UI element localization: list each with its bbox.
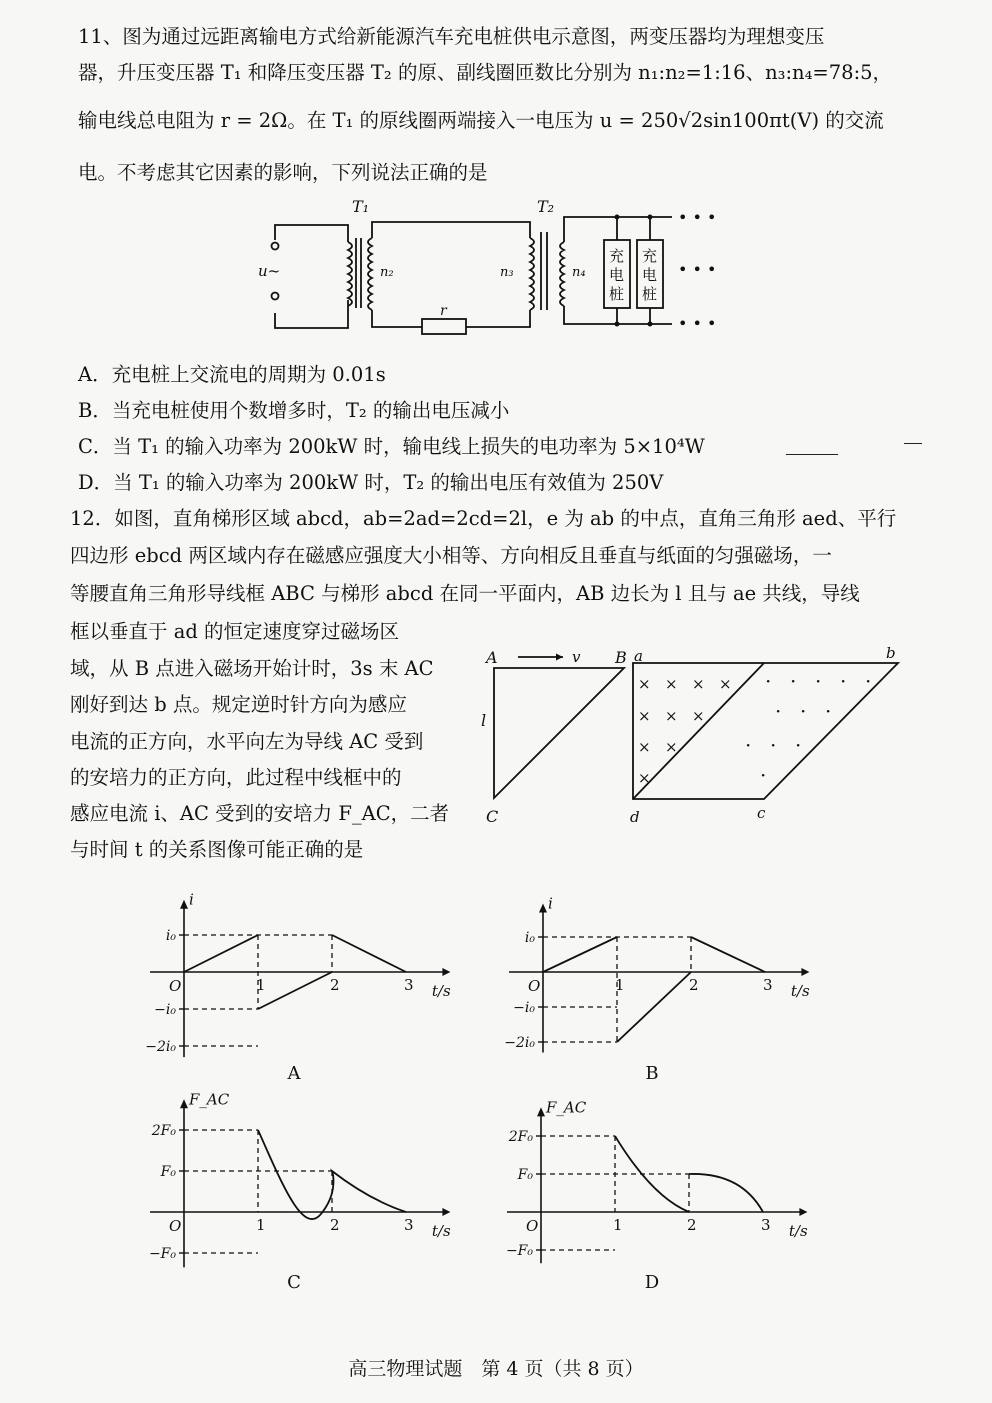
pile-1-char-1: 充 [609, 247, 625, 265]
label-n3: n₃ [500, 265, 514, 280]
y-axis-arrow [180, 1099, 188, 1108]
q11-line-1: 11、图为通过远距离输电方式给新能源汽车充电桩供电示意图，两变压器均为理想变压 [78, 25, 825, 48]
y-tick-label: −F₀ [505, 1243, 533, 1259]
dots-mid: • • • [678, 260, 717, 279]
y-tick-label: i₀ [524, 930, 535, 946]
y-tick-label: i₀ [165, 928, 176, 944]
q12-line-4: 框以垂直于 ad 的恒定速度穿过磁场区 [70, 620, 400, 643]
label-t2: T₂ [537, 197, 555, 216]
q12-line-10: 与时间 t 的关系图像可能正确的是 [70, 838, 364, 861]
y-tick-label: −2i₀ [504, 1035, 535, 1051]
q11-line-2: 器，升压变压器 T₁ 和降压变压器 T₂ 的原、副线圈匝数比分别为 n₁:n₂=1:16、n₃:n₄=78:5， [78, 61, 893, 84]
q12-line-7: 电流的正方向，水平向左为导线 AC 受到 [70, 730, 424, 753]
t-tick-label: 3 [761, 1216, 771, 1234]
label-c: c [757, 804, 766, 822]
field-dot: · [760, 763, 767, 787]
t-axis-arrow [799, 1208, 807, 1216]
t-axis-label: t/s [788, 1222, 808, 1240]
label-l: l [481, 711, 487, 730]
origin-label: O [528, 977, 541, 995]
field-cross: × [692, 675, 705, 693]
y-axis-label: F_AC [546, 1098, 587, 1117]
label-r: r [440, 303, 447, 319]
t-tick-label: 3 [404, 976, 414, 994]
q12-line-8: 的安培力的正方向，此过程中线框中的 [70, 766, 402, 789]
t-tick-label: 3 [404, 1216, 414, 1234]
t-tick-label: 2 [330, 976, 340, 994]
graph-curve [691, 937, 765, 972]
field-cross: × [638, 675, 651, 693]
q12-line-9: 感应电流 i、AC 受到的安培力 F_AC，二者 [70, 802, 450, 825]
field-dot: · [865, 669, 872, 693]
pile-2-char-3: 桩 [642, 285, 658, 303]
graph-caption: C [287, 1272, 301, 1293]
t-axis-arrow [442, 968, 450, 976]
y-tick-label: −F₀ [148, 1246, 176, 1262]
y-tick-label: 2F₀ [508, 1129, 533, 1145]
field-cross: × [638, 769, 651, 787]
t-tick-label: 2 [689, 976, 699, 994]
t-axis-arrow [801, 968, 809, 976]
field-dot: · [795, 733, 802, 757]
q11-line-4: 电。不考虑其它因素的影响，下列说法正确的是 [78, 161, 488, 184]
graph-A [145, 891, 451, 1084]
graph-D [506, 1098, 808, 1293]
field-dot: · [800, 699, 807, 723]
y-tick-label: −i₀ [513, 1000, 535, 1016]
y-axis-arrow [537, 1107, 545, 1116]
dots-top: • • • [678, 208, 717, 227]
graph-curve [258, 972, 332, 1009]
label-source: u~ [258, 262, 281, 280]
y-tick-label: F₀ [160, 1164, 176, 1180]
q12-line-5: 域，从 B 点进入磁场开始计时，3s 末 AC [70, 657, 434, 680]
graph-curve [184, 935, 258, 972]
origin-label: O [169, 1217, 182, 1235]
field-cross: × [719, 675, 732, 693]
q12-line-6: 刚好到达 b 点。规定逆时针方向为感应 [70, 693, 407, 716]
pile-2-char-2: 电 [642, 266, 658, 284]
field-cross: × [638, 707, 651, 725]
t-tick-label: 2 [687, 1216, 697, 1234]
q11-option-d: D．当 T₁ 的输入功率为 200kW 时，T₂ 的输出电压有效值为 250V [78, 471, 664, 494]
dots-bottom: • • • [678, 314, 717, 333]
label-v: v [572, 648, 581, 666]
y-axis-label: F_AC [189, 1090, 230, 1109]
label-A: A [486, 648, 498, 667]
y-tick-label: −i₀ [154, 1002, 176, 1018]
origin-label: O [169, 977, 182, 995]
field-cross: × [638, 738, 651, 756]
t-tick-label: 1 [256, 1216, 266, 1234]
label-b: b [886, 644, 896, 662]
t-tick-label: 1 [615, 976, 625, 994]
field-cross: × [692, 707, 705, 725]
label-n4: n₄ [572, 265, 586, 280]
field-dot: · [790, 669, 797, 693]
field-cross: × [665, 738, 678, 756]
label-a: a [634, 647, 643, 665]
graph-curve [332, 935, 406, 972]
q12-line-1: 12．如图，直角梯形区域 abcd，ab=2ad=2cd=2l，e 为 ab 的中点，直角三角形 aed、平行 [70, 507, 897, 530]
graph-caption: A [287, 1063, 301, 1084]
y-axis-arrow [539, 904, 547, 913]
pile-1-char-3: 桩 [609, 285, 625, 303]
page-footer: 高三物理试题 第 4 页（共 8 页） [348, 1358, 644, 1380]
y-axis-label: i [189, 890, 194, 909]
field-dot: · [775, 699, 782, 723]
q12-line-3: 等腰直角三角形导线框 ABC 与梯形 abcd 在同一平面内，AB 边长为 l 且与 ae 共线，导线 [70, 582, 860, 605]
field-dot: · [825, 699, 832, 723]
label-n2: n₂ [380, 265, 394, 280]
t-axis-label: t/s [790, 982, 810, 1000]
field-dot: · [770, 733, 777, 757]
q11-option-c: C．当 T₁ 的输入功率为 200kW 时，输电线上损失的电功率为 5×10⁴W [78, 435, 705, 458]
origin-label: O [526, 1217, 539, 1235]
graph-curve [543, 937, 617, 972]
field-dot: · [815, 669, 822, 693]
y-tick-label: F₀ [517, 1167, 533, 1183]
field-cross: × [665, 707, 678, 725]
graph-caption: B [645, 1063, 659, 1084]
y-axis-arrow [180, 900, 188, 909]
field-dot: · [765, 669, 772, 693]
label-B: B [615, 648, 627, 667]
q11-option-b: B．当充电桩使用个数增多时，T₂ 的输出电压减小 [78, 399, 510, 422]
graph-curve [615, 1136, 763, 1212]
label-C: C [486, 807, 499, 826]
t-tick-label: 2 [330, 1216, 340, 1234]
field-dot: · [840, 669, 847, 693]
t-axis-arrow [442, 1208, 450, 1216]
y-tick-label: 2F₀ [151, 1123, 176, 1139]
field-dot: · [745, 733, 752, 757]
pile-2-char-1: 充 [642, 247, 658, 265]
label-t1: T₁ [352, 197, 370, 216]
t-tick-label: 3 [763, 976, 773, 994]
t-tick-label: 1 [256, 976, 266, 994]
graph-caption: D [644, 1272, 660, 1293]
label-d: d [630, 808, 640, 826]
t-axis-label: t/s [431, 982, 451, 1000]
q11-option-a: A．充电桩上交流电的周期为 0.01s [78, 363, 386, 386]
field-cross: × [665, 675, 678, 693]
graph-C [149, 1090, 451, 1293]
q12-line-2: 四边形 ebcd 两区域内存在磁感应强度大小相等、方向相反且垂直与纸面的匀强磁场，一 [70, 544, 832, 567]
y-tick-label: −2i₀ [145, 1039, 176, 1055]
q11-line-3: 输电线总电阻为 r = 2Ω。在 T₁ 的原线圈两端接入一电压为 u = 250√2sin100πt(V) 的交流 [78, 109, 884, 132]
t-axis-label: t/s [431, 1222, 451, 1240]
t-tick-label: 1 [613, 1216, 623, 1234]
graph-B [504, 895, 810, 1085]
y-axis-label: i [548, 894, 553, 913]
graph-curve [617, 972, 691, 1042]
pile-1-char-2: 电 [609, 266, 625, 284]
